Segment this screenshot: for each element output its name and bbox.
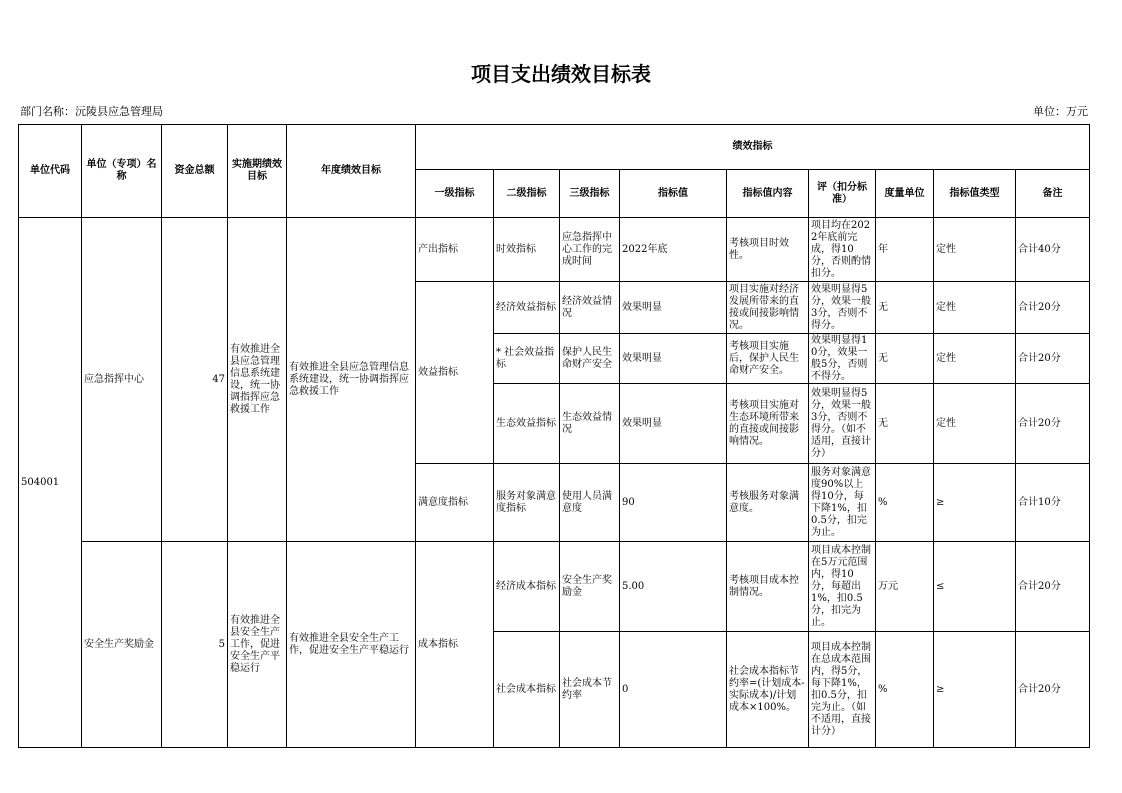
content-cell: 考核服务对象满意度。 [727, 464, 809, 542]
content-cell: 社会成本指标节约率=(计划成本-实际成本)/计划成本×100%。 [727, 632, 809, 748]
value-cell: 5.00 [620, 542, 727, 632]
level1-cell: 产出指标 [416, 218, 494, 282]
project-name: 安全生产奖励金 [82, 542, 162, 748]
project-amount: 47 [162, 218, 228, 542]
remark-cell: 合计20分 [1016, 334, 1090, 384]
remark-cell: 合计20分 [1016, 632, 1090, 748]
unit-cell: 年 [876, 218, 934, 282]
header-level1: 一级指标 [416, 170, 494, 218]
department-name: 部门名称：沅陵县应急管理局 [20, 105, 163, 118]
header-period-goal: 实施期绩效目标 [228, 125, 287, 218]
remark-cell: 合计40分 [1016, 218, 1090, 282]
value-cell: 效果明显 [620, 334, 727, 384]
unit-cell: % [876, 464, 934, 542]
value-cell: 2022年底 [620, 218, 727, 282]
scoring-cell: 项目成本控制在5万元范围内，得10分，每超出1%，扣0.5分，扣完为止。 [809, 542, 876, 632]
content-cell: 考核项目时效性。 [727, 218, 809, 282]
content-cell: 考核项目成本控制情况。 [727, 542, 809, 632]
header-annual-goal: 年度绩效目标 [287, 125, 416, 218]
type-cell: 定性 [934, 282, 1016, 334]
unit-cell: 无 [876, 282, 934, 334]
level3-cell: 保护人民生命财产安全 [560, 334, 620, 384]
level2-cell: * 社会效益指标 [494, 334, 560, 384]
value-cell: 效果明显 [620, 282, 727, 334]
scoring-cell: 项目均在2022年底前完成，得10分，否则酌情扣分。 [809, 218, 876, 282]
header-unit: 度量单位 [876, 170, 934, 218]
level3-cell: 生态效益情况 [560, 384, 620, 464]
content-cell: 项目实施对经济发展所带来的直接或间接影响情况。 [727, 282, 809, 334]
level2-cell: 经济成本指标 [494, 542, 560, 632]
unit-cell: 无 [876, 384, 934, 464]
unit-cell: % [876, 632, 934, 748]
level2-cell: 社会成本指标 [494, 632, 560, 748]
scoring-cell: 项目成本控制在总成本范围内，得5分，每下降1%，扣0.5分，扣完为止。（如不适用，直接计分） [809, 632, 876, 748]
header-value: 指标值 [620, 170, 727, 218]
value-cell: 0 [620, 632, 727, 748]
annual-goal: 有效推进全县应急管理信息系统建设，统一协调指挥应急救援工作 [287, 218, 416, 542]
value-cell: 90 [620, 464, 727, 542]
level3-cell: 社会成本节约率 [560, 632, 620, 748]
unit-code-cell: 504001 [19, 218, 82, 748]
level2-cell: 经济效益指标 [494, 282, 560, 334]
page-title: 项目支出绩效目标表 [471, 62, 651, 86]
level3-cell: 应急指挥中心工作的完成时间 [560, 218, 620, 282]
project-name: 应急指挥中心 [82, 218, 162, 542]
level1-cell: 成本指标 [416, 542, 494, 748]
value-cell: 效果明显 [620, 384, 727, 464]
scoring-cell: 效果明显得5分，效果一般3分，否则不得分。（如不适用，直接计分） [809, 384, 876, 464]
content-cell: 考核项目实施对生态环境所带来的直接或间接影响情况。 [727, 384, 809, 464]
type-cell: 定性 [934, 334, 1016, 384]
level2-cell: 时效指标 [494, 218, 560, 282]
header-unit-code: 单位代码 [19, 125, 82, 218]
header-level3: 三级指标 [560, 170, 620, 218]
header-scoring: 评（扣分标准） [809, 170, 876, 218]
type-cell: ≥ [934, 464, 1016, 542]
header-total-funds: 资金总额 [162, 125, 228, 218]
unit-cell: 万元 [876, 542, 934, 632]
remark-cell: 合计10分 [1016, 464, 1090, 542]
content-cell: 考核项目实施后，保护人民生命财产安全。 [727, 334, 809, 384]
type-cell: 定性 [934, 218, 1016, 282]
level2-cell: 生态效益指标 [494, 384, 560, 464]
header-content: 指标值内容 [727, 170, 809, 218]
project-amount: 5 [162, 542, 228, 748]
scoring-cell: 服务对象满意度90%以上得10分，每下降1%，扣0.5分，扣完为止。 [809, 464, 876, 542]
level3-cell: 经济效益情况 [560, 282, 620, 334]
scoring-cell: 效果明显得10分，效果一般5分，否则不得分。 [809, 334, 876, 384]
table-row [19, 542, 1090, 632]
performance-table [18, 124, 1090, 748]
scoring-cell: 效果明显得5分，效果一般3分，否则不得分。 [809, 282, 876, 334]
period-goal: 有效推进全县安全生产工作，促进安全生产平稳运行 [228, 542, 287, 748]
header-value-type: 指标值类型 [934, 170, 1016, 218]
remark-cell: 合计20分 [1016, 542, 1090, 632]
remark-cell: 合计20分 [1016, 384, 1090, 464]
level3-cell: 安全生产奖励金 [560, 542, 620, 632]
type-cell: 定性 [934, 384, 1016, 464]
level2-cell: 服务对象满意度指标 [494, 464, 560, 542]
unit-label: 单位：万元 [1033, 105, 1088, 118]
annual-goal: 有效推进全县安全生产工作，促进安全生产平稳运行 [287, 542, 416, 748]
level3-cell: 使用人员满意度 [560, 464, 620, 542]
type-cell: ≥ [934, 632, 1016, 748]
header-level2: 二级指标 [494, 170, 560, 218]
type-cell: ≤ [934, 542, 1016, 632]
header-indicators: 绩效指标 [416, 125, 1090, 170]
remark-cell: 合计20分 [1016, 282, 1090, 334]
header-unit-name: 单位（专项）名称 [82, 125, 162, 218]
header-remark: 备注 [1016, 170, 1090, 218]
unit-cell: 无 [876, 334, 934, 384]
level1-cell: 满意度指标 [416, 464, 494, 542]
table-row [19, 218, 1090, 282]
level1-cell: 效益指标 [416, 282, 494, 464]
period-goal: 有效推进全县应急管理信息系统建设，统一协调指挥应急救援工作 [228, 218, 287, 542]
